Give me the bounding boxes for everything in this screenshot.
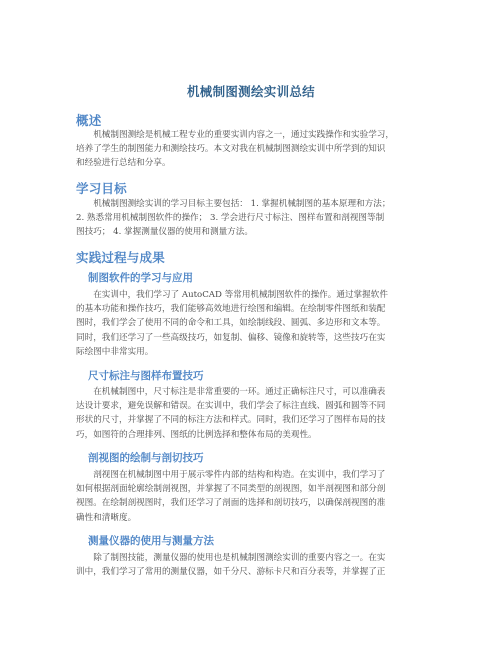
section-views-paragraph	[76, 468, 428, 525]
section-heading-practice: 实践过程与成果	[76, 250, 165, 265]
text-line: 达设计要求，避免误解和错误。在实训中，我们学会了标注直线、圆弧和圆等不同	[76, 401, 386, 412]
goals-paragraph	[76, 197, 428, 240]
overview-paragraph	[76, 128, 428, 171]
text-line: 2. 熟悉常用机械制图软件的操作； 3. 学会进行尺寸标注、图样布置和剖视图等制	[76, 213, 385, 224]
text-line: 形状的尺寸，并掌握了不同的标注方法和样式。同时，我们还学习了图样布局的技	[76, 415, 386, 426]
text-line: 的基本功能和操作技巧，我们能够高效地进行绘图和编辑。在绘制零件图纸和装配	[76, 304, 386, 315]
text-line: 际绘图中非常实用。	[76, 346, 154, 357]
text-line: 训中，我们学习了常用的测量仪器，如千分尺、游标卡尺和百分表等，并掌握了正	[76, 567, 386, 578]
text-line: 确性和清晰度。	[76, 512, 137, 523]
subsection-heading-software: 制图软件的学习与应用	[88, 272, 193, 284]
text-line: 在实训中，我们学习了 AutoCAD 等常用机械制图软件的操作。通过掌握软件	[76, 290, 388, 300]
subsection-heading-section-views: 剖视图的绘制与剖切技巧	[88, 452, 204, 464]
text-line: 培养了学生的制图能力和测绘技巧。本文对我在机械制图测绘实训中所学到的知识	[76, 144, 386, 155]
text-line: 巧，如图符的合理排列、图纸的比例选择和整体布局的美观性。	[76, 429, 317, 440]
text-line: 如何根据剖面轮廓绘制剖视图，并掌握了不同类型的剖视图，如半剖视图和部分剖	[76, 484, 386, 495]
measurement-paragraph	[76, 551, 428, 579]
software-paragraph	[76, 288, 428, 359]
text-line: 剖视图在机械制图中用于展示零件内部的结构和构造。在实训中，我们学习了	[76, 470, 386, 480]
text-line: 视图。在绘制剖视图时，我们还学习了剖面的选择和剖切技巧，以确保剖视图的准	[76, 498, 386, 509]
text-line: 和经验进行总结和分享。	[76, 158, 171, 169]
document-title: 机械制图测绘实训总结	[186, 84, 315, 99]
text-line: 机械制图测绘是机械工程专业的重要实训内容之一，通过实践操作和实验学习，	[76, 130, 394, 140]
dimensioning-paragraph	[76, 385, 428, 442]
text-line: 在机械制图中，尺寸标注是非常重要的一环。通过正确标注尺寸，可以准确表	[76, 387, 386, 397]
section-heading-goals: 学习目标	[76, 181, 127, 196]
text-line: 除了制图技能，测量仪器的使用也是机械制图测绘实训的重要内容之一。在实	[76, 553, 386, 563]
subsection-heading-measurement: 测量仪器的使用与测量方法	[88, 535, 214, 547]
section-heading-overview: 概述	[76, 113, 102, 128]
subsection-heading-dimensioning: 尺寸标注与图样布置技巧	[88, 370, 204, 382]
text-line: 机械制图测绘实训的学习目标主要包括： 1. 掌握机械制图的基本原理和方法；	[76, 199, 391, 209]
text-line: 同时，我们还学习了一些高级技巧，如复制、偏移、镜像和旋转等，这些技巧在实	[76, 332, 386, 343]
text-line: 图技巧； 4. 掌握测量仪器的使用和测量方法。	[76, 227, 253, 238]
text-line: 图时，我们学会了使用不同的命令和工具，如绘制线段、圆弧、多边形和文本等。	[76, 318, 386, 329]
